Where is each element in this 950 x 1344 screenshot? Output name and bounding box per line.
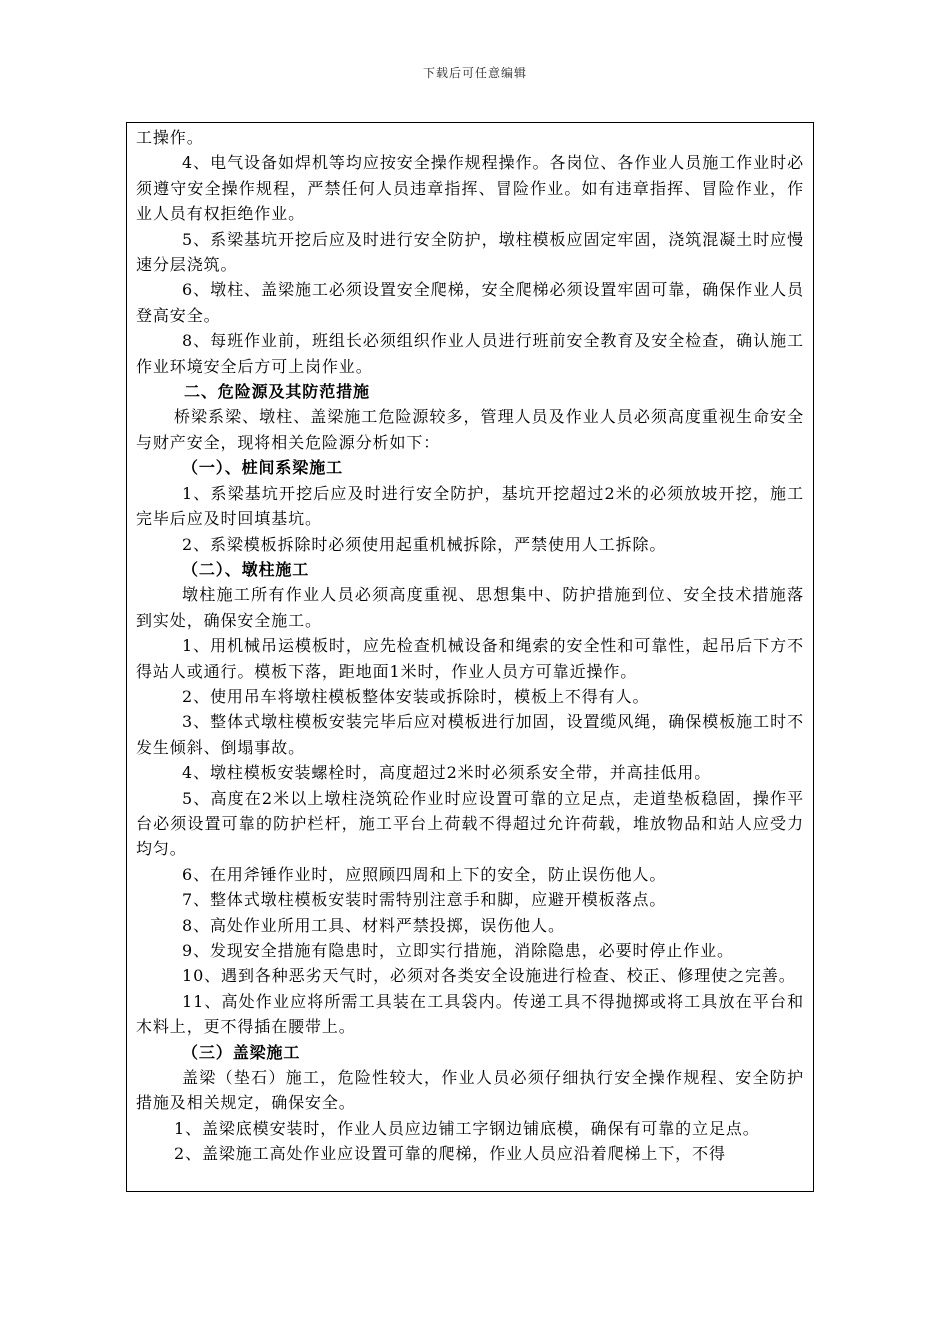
section-heading: （一）、桩间系梁施工: [182, 458, 344, 478]
body-paragraph: 2、使用吊车将墩柱模板整体安装或拆除时，模板上不得有人。: [182, 686, 650, 706]
body-paragraph: 墩柱施工所有作业人员必须高度重视、思想集中、防护措施到位、安全技术措施落到实处，确保安全施工。: [136, 585, 804, 630]
page-header: 下载后可任意编辑: [422, 66, 527, 80]
body-paragraph: 10、遇到各种恶劣天气时，必须对各类安全设施进行检查、校正、修理使之完善。: [182, 966, 796, 986]
body-paragraph: 1、用机械吊运模板时，应先检查机械设备和绳索的安全性和可靠性，起吊后下方不得站人或通行。模板下落，距地面1米时，作业人员方可靠近操作。: [136, 636, 804, 681]
section-heading: （二）、墩柱施工: [182, 559, 310, 579]
body-paragraph: 1、系梁基坑开挖后应及时进行安全防护，基坑开挖超过2米的必须放坡开挖，施工完毕后应及时回填基坑。: [136, 483, 804, 529]
body-paragraph: 工操作。: [136, 128, 204, 147]
body-paragraph: 4、墩柱模板安装螺栓时，高度超过2米时必须系安全带，并高挂低用。: [182, 763, 712, 783]
body-paragraph: 2、盖梁施工高处作业应设置可靠的爬梯，作业人员应沿着爬梯上下，不得: [174, 1144, 726, 1164]
body-paragraph: 盖梁（垫石）施工，危险性较大，作业人员必须仔细执行安全操作规程、安全防护措施及相关规定，确保安全。: [136, 1068, 804, 1113]
body-paragraph: 9、发现安全措施有隐患时，立即实行措施，消除隐患，必要时停止作业。: [182, 941, 734, 960]
document-frame: [126, 122, 814, 1192]
body-paragraph: 1、盖梁底模安装时，作业人员应边铺工字钢边铺底模，确保有可靠的立足点。: [174, 1118, 760, 1138]
body-paragraph: 2、系梁模板拆除时必须使用起重机械拆除，严禁使用人工拆除。: [182, 534, 667, 554]
body-paragraph: 5、高度在2米以上墩柱浇筑砼作业时应设置可靠的立足点，走道垫板稳固，操作平台必须设置可靠的防护栏杆，施工平台上荷载不得超过允许荷载，堆放物品和站人应受力均匀。: [136, 788, 804, 859]
body-paragraph: 8、每班作业前，班组长必须组织作业人员进行班前安全教育及安全检查，确认施工作业环境安全后方可上岗作业。: [136, 331, 804, 376]
body-paragraph: 6、墩柱、盖梁施工必须设置安全爬梯，安全爬梯必须设置牢固可靠，确保作业人员登高安全。: [136, 280, 804, 325]
body-paragraph: 桥梁系梁、墩柱、盖梁施工危险源较多，管理人员及作业人员必须高度重视生命安全与财产安全，现将相关危险源分析如下：: [136, 407, 804, 452]
body-paragraph: 6、在用斧锤作业时，应照顾四周和上下的安全，防止误伤他人。: [182, 864, 667, 884]
body-paragraph: 4、电气设备如焊机等均应按安全操作规程操作。各岗位、各作业人员施工作业时必须遵守安全操作规程，严禁任何人员违章指挥、冒险作业。如有违章指挥、冒险作业，作业人员有权拒绝作业。: [136, 153, 804, 224]
body-paragraph: 7、整体式墩柱模板安装时需特别注意手和脚，应避开模板落点。: [182, 890, 667, 910]
body-paragraph: 11、高处作业应将所需工具装在工具袋内。传递工具不得抛掷或将工具放在平台和木料上，更不得插在腰带上。: [136, 991, 804, 1037]
section-heading: 二、危险源及其防范措施: [184, 382, 370, 402]
body-paragraph: 3、整体式墩柱模板安装完毕后应对模板进行加固，设置缆风绳，确保模板施工时不发生倾斜、倒塌事故。: [136, 712, 804, 757]
section-heading: （三）盖梁施工: [182, 1042, 301, 1062]
body-paragraph: 8、高处作业所用工具、材料严禁投掷，误伤他人。: [182, 915, 565, 935]
body-paragraph: 5、系梁基坑开挖后应及时进行安全防护，墩柱模板应固定牢固，浇筑混凝土时应慢速分层浇筑。: [136, 229, 804, 275]
